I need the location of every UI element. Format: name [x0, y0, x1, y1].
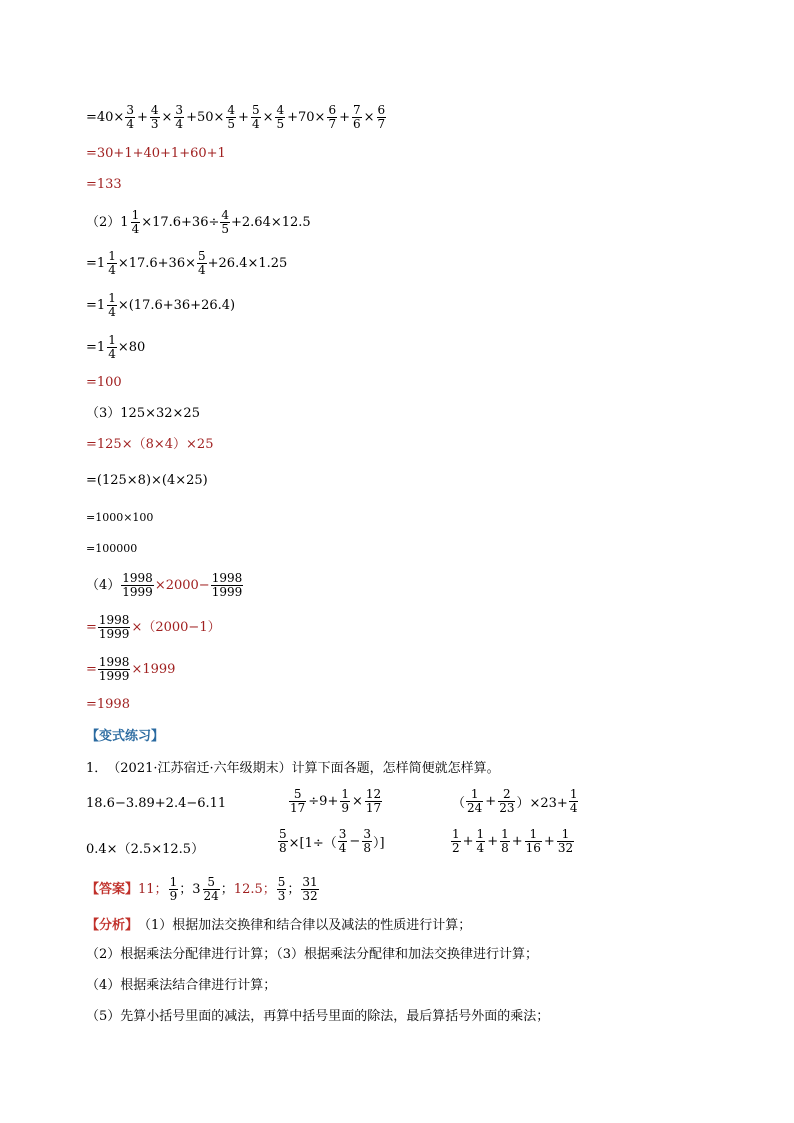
q2-step-4: =100	[86, 375, 122, 390]
q1-step-3: =133	[86, 177, 122, 192]
q2-step-2: = 1 $\frac{1}{4}$ ×(17.6+36+26.4)	[86, 291, 236, 319]
section-title: 【变式练习】	[86, 729, 165, 744]
analysis-4: （5）先算小括号里面的减法，再算中括号里面的除法，最后算括号外面的乘法；	[86, 1009, 550, 1024]
mixed-number: 1 $\frac{1}{4}$	[96, 291, 116, 319]
fraction: $\frac{1998}{1999}$	[98, 655, 130, 683]
q1-step-1: =40× $\frac{3}{4}$ + $\frac{4}{3}$ × $\frac{3}{4}$ +50× $\frac{4}{5}$ + $\frac{5}{4}$ × $\frac{4}{5}$ +70× $\frac{6}{7}$ + $\frac{7}{6}$ × $\frac{6}{7}$	[86, 103, 386, 131]
fraction: $\frac{1998}{1999}$	[211, 571, 243, 599]
q3-step-4: =100000	[86, 542, 138, 555]
q4-step-3: =1998	[86, 697, 130, 712]
q3-step-3: =1000×100	[86, 511, 154, 524]
expr-2: $\frac{5}{17}$ ÷9+ $\frac{1}{9}$ × $\frac{12}{17}$	[290, 787, 382, 815]
answer-line: 【答案】 11； $\frac{1}{9}$ ； 3 $\frac{5}{24}$ ； 12.5； $\frac{5}{3}$ ； $\frac{31}{32}$	[86, 875, 318, 903]
analysis-3: （4）根据乘法结合律进行计算；	[86, 978, 277, 993]
fraction: $\frac{4}{5}$	[221, 208, 230, 236]
fraction: $\frac{7}{6}$	[353, 103, 361, 131]
q2-step-3: = 1 $\frac{1}{4}$ ×80	[86, 333, 146, 361]
fraction: $\frac{5}{4}$	[198, 249, 206, 277]
fraction: $\frac{1998}{1999}$	[98, 613, 130, 641]
q1-step-2: =30+1+40+1+60+1	[86, 146, 226, 161]
expr-1: 18.6−3.89+2.4−6.11	[86, 796, 227, 811]
q3-problem: （3） 125×32×25	[86, 406, 200, 421]
fraction: $\frac{5}{4}$	[251, 103, 260, 131]
mixed-number: 1 $\frac{1}{4}$	[96, 249, 116, 277]
problem-heading: 1． （2021·江苏宿迁·六年级期末）计算下面各题，怎样简便就怎样算。	[86, 761, 500, 776]
q2-step-1: = 1 $\frac{1}{4}$ ×17.6+36× $\frac{5}{4}$ +26.4×1.25	[86, 249, 288, 277]
analysis-2: （2）根据乘法分配律进行计算；（3）根据乘法分配律和加法交换律进行计算；	[86, 947, 539, 962]
expr-3: （ $\frac{1}{24}$ + $\frac{2}{23}$ ）×23+ $\frac{1}{4}$	[452, 787, 578, 815]
fraction: $\frac{6}{7}$	[328, 103, 337, 131]
q2-problem: （2） 1 $\frac{1}{4}$ ×17.6+36÷ $\frac{4}{5}$ +2.64×12.5	[86, 208, 311, 236]
fraction: $\frac{4}{3}$	[150, 103, 159, 131]
q4-step-1: = $\frac{1998}{1999}$ ×（2000−1）	[86, 613, 221, 641]
mixed-number: 1 $\frac{1}{4}$	[96, 333, 116, 361]
expr-5: $\frac{5}{8}$ ×[1÷（ $\frac{3}{4}$ − $\frac{3}{8}$ ）]	[279, 827, 385, 855]
mixed-number: 1 $\frac{1}{4}$	[120, 208, 140, 236]
q3-step-1: =125×（8×4）×25	[86, 437, 214, 452]
fraction: $\frac{1998}{1999}$	[122, 571, 153, 599]
expr-6: $\frac{1}{2}$ + $\frac{1}{4}$ + $\frac{1}{8}$ + $\frac{1}{16}$ + $\frac{1}{32}$	[452, 827, 574, 855]
fraction: $\frac{3}{4}$	[126, 103, 134, 131]
analysis-1: 【分析】 （1）根据加法交换律和结合律以及减法的性质进行计算；	[86, 918, 472, 933]
q4-problem: （4） $\frac{1998}{1999}$ ×2000− $\frac{1998}{1999}$	[86, 571, 243, 599]
expr-4: 0.4×（2.5×12.5）	[86, 842, 205, 857]
fraction: $\frac{4}{5}$	[227, 103, 236, 131]
fraction: $\frac{6}{7}$	[377, 103, 386, 131]
fraction: $\frac{4}{5}$	[276, 103, 285, 131]
q3-step-2: =(125×8)×(4×25)	[86, 473, 208, 488]
q4-step-2: = $\frac{1998}{1999}$ ×1999	[86, 655, 176, 683]
fraction: $\frac{3}{4}$	[175, 103, 184, 131]
